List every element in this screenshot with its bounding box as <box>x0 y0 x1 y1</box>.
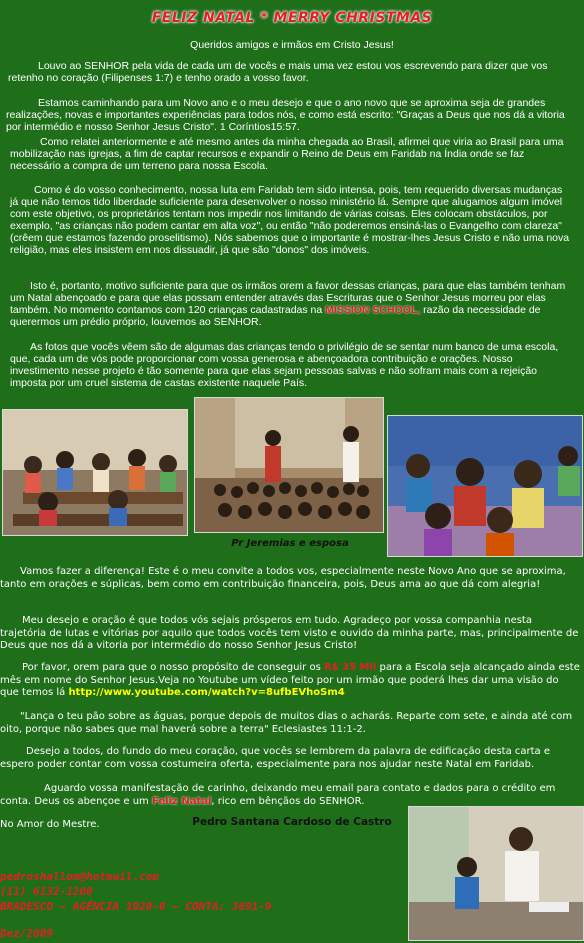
contact-email[interactable]: pedroshallom@hotmail.com <box>0 870 159 883</box>
paragraph-5-text: Isto é, portanto, motivo suficiente para que os irmãos orem a favor dessas crianças, para que elas também tenham um Natal abençoado e para que elas possam entender através das Escrituras que o Senhor Jesus morreu por elas também. No momento contamos com 120 crianças cadastradas na <box>10 280 566 316</box>
paragraph-5 <box>10 280 570 328</box>
greeting: Queridos amigos e irmãos em Cristo Jesus! <box>190 39 394 51</box>
paragraph-2: Estamos caminhando para um Novo ano e o meu desejo e que o ano novo que se aproxima seja de grandes realizações, novas e importantes experiências para todos nós, e como está escrito: "Graças a Deus que nos dá a vitoria por intermédio e nosso Senhor Jesus Cristo". 1 Coríntios15:57. <box>6 97 565 133</box>
closing-paragraph-6 <box>0 783 570 808</box>
letter-date: Dez/2009 <box>0 927 53 940</box>
closing-paragraph-6-text: Aguardo vossa manifestação de carinho, deixando meu email para contato e dados para o crédito em conta. Deus os abençoe e um <box>0 783 556 807</box>
closing-paragraph-6-rest: , rico em bênçãos do SENHOR. <box>211 795 365 807</box>
bank-details: BRADESCO – AGÊNCIA 1020-0 – CONTA: 3691-9 <box>0 900 272 913</box>
closing-paragraph-5: Desejo a todos, do fundo do meu coração, que vocês se lembrem da palavra de edificação desta carta e espero poder contar com vossa costumeira oferta, especialmente para nos ajudar neste Natal em Faridab. <box>0 746 551 770</box>
closing-salutation: No Amor do Mestre. <box>0 819 100 830</box>
signer-name: Pedro Santana Cardoso de Castro <box>192 816 392 828</box>
amount-highlight: R$ 35 Mil <box>324 662 377 673</box>
paragraph-5-end: razão da necessidade de querermos um prédio próprio, louvemos ao SENHOR. <box>10 304 541 328</box>
paragraph-3: Como relatei anteriormente e até mesmo antes da minha chegada ao Brasil, afirmei que viria ao Brasil para uma mobilização nas igrejas, a fim de captar recursos e expandir o Reino de Deus em Faridab na Índia onde se faz necessário a compra de um terreno para nossa Escola. <box>10 136 564 172</box>
author-photo <box>408 806 584 941</box>
paragraph-4: Como é do vosso conhecimento, nossa luta em Faridab tem sido intensa, pois, tem requerido diversas mudanças já que não temos tido liberdade suficiente para desenvolver o nosso ministério lá. Sempre que alugamos algum imóvel com este objetivo, os proprietários tentam nos impedir nos limitando de várias coisas. Eles colocam obstáculos, por exemplo, "as crianças não podem cantar em alta voz", ou então "não poderemos ensiná-las o Evangelho com clareza" (crêem que estamos fazendo proselitismo). Nós sabemos que o importante é mostrar-lhes Jesus Cristo e não uma nova religião, mas eles insistem em nos dissuadir, já que são "donos" dos imóveis. <box>10 184 570 256</box>
letter-title: FELIZ NATAL * MERRY CHRISTMAS <box>151 10 433 26</box>
photo-caption: Pr Jeremias e esposa <box>231 538 349 549</box>
closing-paragraph-3-rest: para a Escola seja alcançado ainda este mês em nome do Senhor Jesus.Veja no Youtube um vídeo feito por um irmão que poderá lhes dar uma visão do que temos lá <box>0 662 580 698</box>
paragraph-6: As fotos que vocês vêem são de algumas das crianças tendo o privilégio de se sentar num banco de uma escola, que, cada um de vós pode proporcionar com vossa generosa e abençoadora contribuição e orações. Nosso investimento nesse projeto é tão somente para que elas sejam pessoas salvas e não sofram mais com a rejeição imposta por um cruel sistema de castas existente naquele País. <box>10 341 559 389</box>
closing-paragraph-1: Vamos fazer a diferença! Este é o meu convite a todos vos, especialmente neste Novo Ano que se aproxima, tanto em orações e súplicas, bem como em contribuição financeira, pois, Deus ama ao que dá com alegria! <box>0 566 566 590</box>
classroom-photo <box>2 409 188 536</box>
mission-school-highlight: MISSION SCHOOL, <box>325 304 421 316</box>
praying-children-photo <box>387 415 583 557</box>
closing-paragraph-4: "Lança o teu pão sobre as águas, porque depois de muitos dias o acharás. Reparte com sete, e ainda até com oito, porque não sabes que mal haverá sobre a terra" Eclesiastes 11:1-2. <box>0 711 573 735</box>
youtube-link[interactable]: http://www.youtube.com/watch?v=8ufbEVhoSm4 <box>68 687 345 698</box>
contact-phone: (11) 6132-1200 <box>0 885 93 898</box>
closing-paragraph-3-text: Por favor, orem para que o nosso propósito de conseguir os <box>22 662 321 673</box>
closing-paragraph-3 <box>0 662 580 700</box>
paragraph-1: Louvo ao SENHOR pela vida de cada um de vocês e mais uma vez estou vos escrevendo para dizer que vos retenho no coração (Filipenses 1:7) e tenho orado a vosso favor. <box>8 60 548 84</box>
closing-paragraph-2: Meu desejo e oração é que todos vós sejais prósperos em tudo. Agradeço por vossa companhia nesta trajetória de lutas e vitórias por aquilo que todos vocês tem visto e ouvido da minha parte, mas, principalmente de Deus que nos dá a vitoria por intermédio do nosso Senhor Jesus Cristo! <box>0 615 579 651</box>
feliz-natal-highlight: Feliz Natal <box>151 795 212 807</box>
group-photo <box>194 397 384 533</box>
